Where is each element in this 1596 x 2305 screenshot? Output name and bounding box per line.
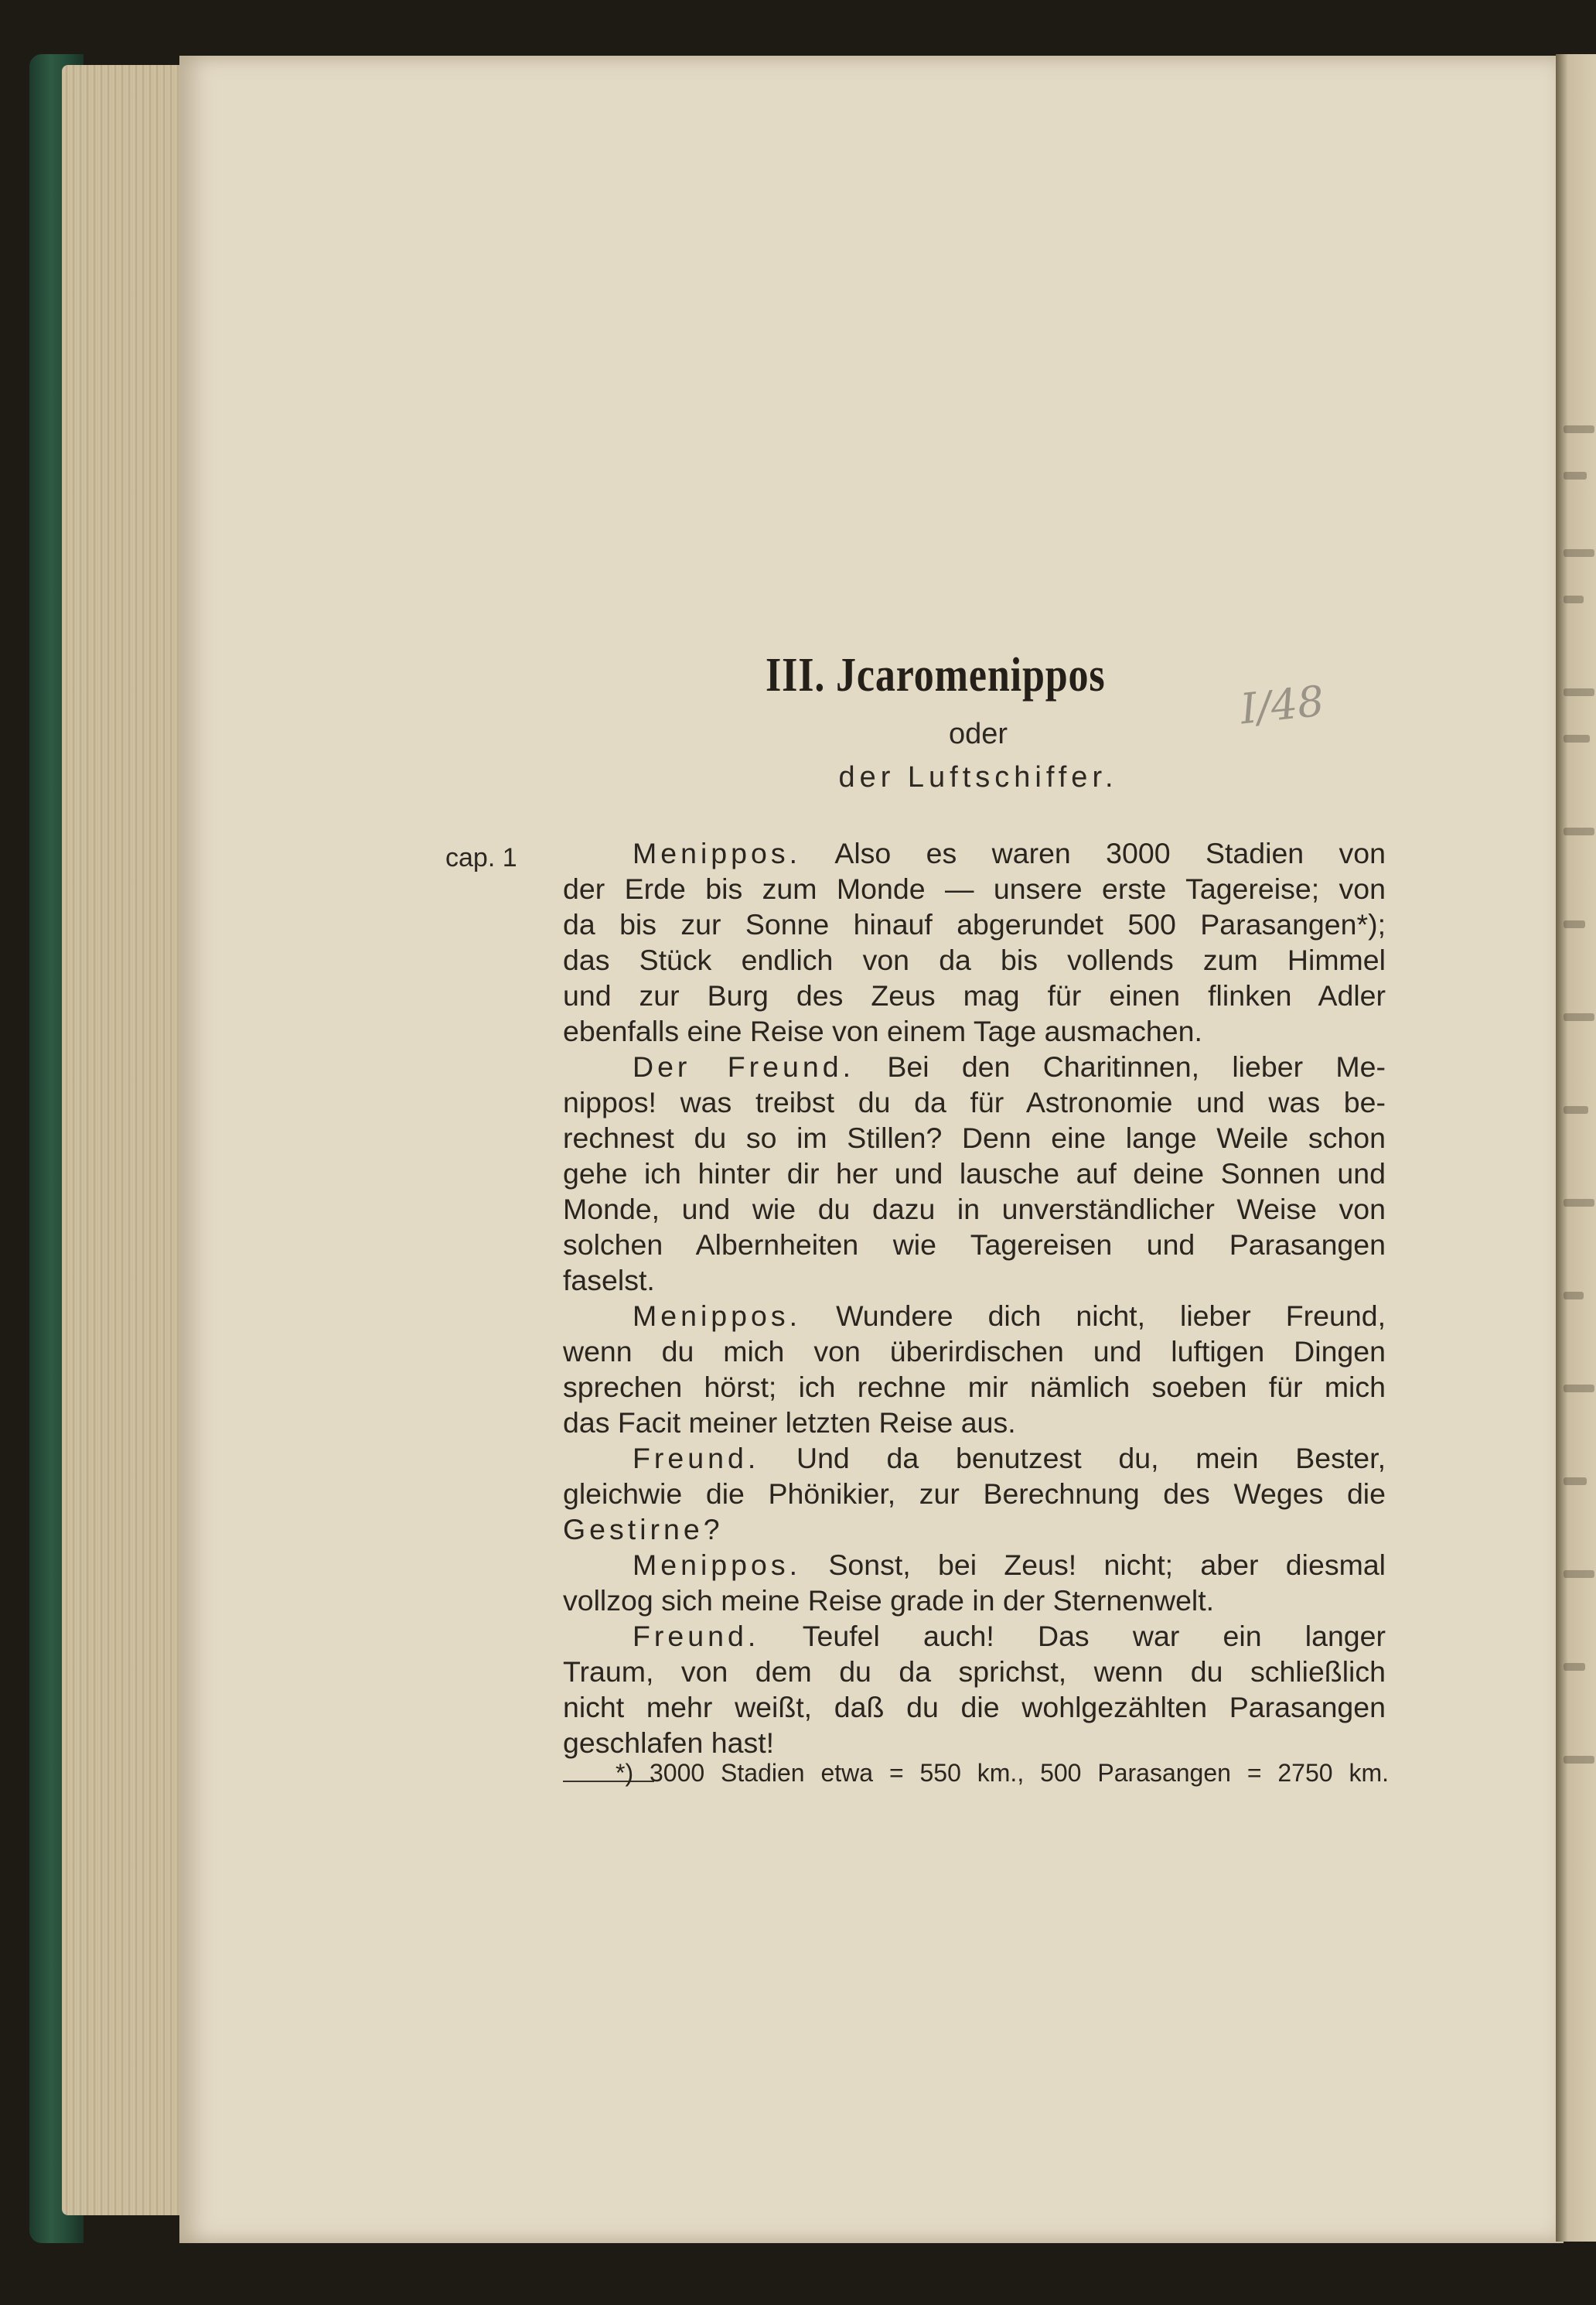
speaker-name: Der Freund. [633,1050,855,1083]
text-line: Gestirne? [563,1513,724,1545]
text-line: ebenfalls eine Reise von einem Tage ausmachen. [563,1015,1202,1047]
text-line: das Facit meiner letzten Reise aus. [563,1406,1016,1439]
text-line: solchen Albernheiten wie Tagereisen und Parasangen [563,1228,1386,1261]
footnote: *) 3000 Stadien etwa = 550 km., 500 Parasangen = 2750 km. [616,1759,1389,1787]
margin-reference: cap. 1 [445,843,517,872]
text-line: und zur Burg des Zeus mag für einen flinken Adler [563,979,1386,1012]
text-line: wenn du mich von überirdischen und luftigen Dingen [563,1335,1386,1368]
text-line: Menippos. Sonst, bei Zeus! nicht; aber diesmal [633,1549,1386,1581]
text-line: vollzog sich meine Reise grade in der Sternenwelt. [563,1584,1215,1617]
chapter-subtitle-oder: oder [948,718,1008,750]
chapter-title: III. Jcaromenippos [766,649,1106,702]
dialogue-text [563,835,1386,1760]
speaker-name: Menippos. [633,1549,802,1581]
text-line: Menippos. Also es waren 3000 Stadien von [633,837,1386,869]
text-line: faselst. [563,1264,655,1296]
speaker-name: Menippos. [633,1299,802,1332]
text-line: Der Freund. Bei den Charitinnen, lieber Me- [633,1050,1386,1083]
text-line: da bis zur Sonne hinauf abgerundet 500 Parasangen*); [563,908,1386,941]
speaker-name: Menippos. [633,837,802,869]
text-line: das Stück endlich von da bis vollends zum Himmel [563,944,1386,976]
chapter-subtitle: der Luftschiffer. [838,761,1118,794]
text-line: Traum, von dem du da sprichst, wenn du schließlich [563,1655,1386,1688]
speaker-name: Freund. [633,1442,760,1474]
text-line: Menippos. Wundere dich nicht, lieber Freund, [633,1299,1386,1332]
text-line: Freund. Teufel auch! Das war ein langer [633,1620,1386,1652]
text-line: nippos! was treibst du da für Astronomie und was be- [563,1086,1386,1118]
speaker-name: Freund. [633,1620,760,1652]
text-line: nicht mehr weißt, daß du die wohlgezählten Parasangen [563,1691,1386,1723]
pencil-annotation: I/48 [1238,676,1327,734]
text-line: gleichwie die Phönikier, zur Berechnung des Weges die [563,1477,1386,1510]
text-line: sprechen hörst; ich rechne mir nämlich soeben für mich [563,1371,1386,1403]
text-line: Freund. Und da benutzest du, mein Bester, [633,1442,1386,1474]
text-line: gehe ich hinter dir her und lausche auf deine Sonnen und [563,1157,1386,1190]
text-line: Monde, und wie du dazu in unverständlicher Weise von [563,1193,1386,1225]
text-line: rechnest du so im Stillen? Denn eine lange Weile schon [563,1122,1386,1154]
text-line: der Erde bis zum Monde — unsere erste Tagereise; von [563,872,1386,905]
text-line: geschlafen hast! [563,1726,775,1759]
